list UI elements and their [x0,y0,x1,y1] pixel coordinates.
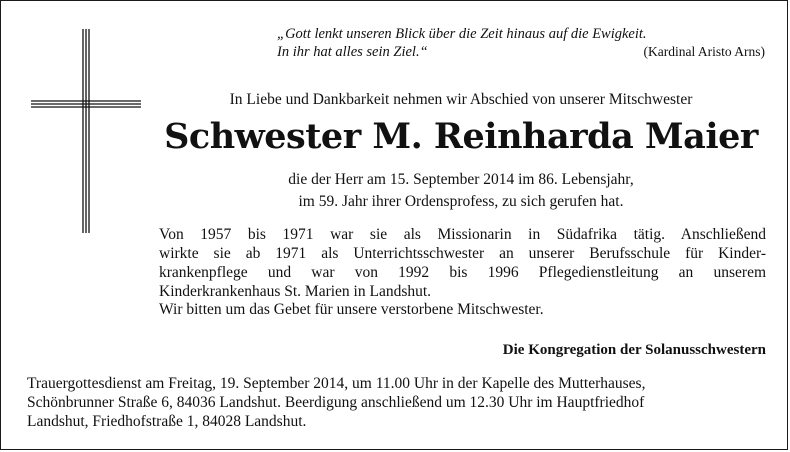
quote-row-2 [277,43,765,61]
funeral-info-line-2: Schönbrunner Straße 6, 84036 Landshut. Beerdigung anschließend um 12.30 Uhr im Hauptfriedhof [27,394,645,411]
quote-line-2: In ihr hat alles sein Ziel.“ [277,44,428,60]
signature: Die Kongregation der Solanusschwestern [502,342,766,358]
cross-icon [31,29,141,233]
funeral-info [27,374,769,431]
quote-line-1: „Gott lenkt unseren Blick über die Zeit hinaus auf die Ewigkeit. [277,26,647,42]
biography-line-1: Von 1957 bis 1971 war sie als Missionarin in Südafrika tätig. Anschließend [159,226,766,243]
funeral-info-line-1: Trauergottesdienst am Freitag, 19. September 2014, um 11.00 Uhr in der Kapelle des Mutterhauses, [27,375,646,392]
biography [159,225,766,301]
intro-text: In Liebe und Dankbarkeit nehmen wir Abschied von unserer Mitschwester [229,91,693,108]
death-info-line-2: im 59. Jahr ihrer Ordensprofess, zu sich gerufen hat. [298,193,624,210]
prayer-request: Wir bitten um das Gebet für unsere verstorbene Mitschwester. [159,301,544,318]
quote-author: (Kardinal Aristo Arns) [643,44,765,59]
biography-line-3: krankenpflege und war von 1992 bis 1996 Pflegedienstleitung an unserem [159,264,766,281]
death-info-line-1: die der Herr am 15. September 2014 im 86. Lebensjahr, [288,171,634,188]
biography-line-4: Kinderkrankenhaus St. Marien in Landshut. [159,283,432,300]
deceased-name: Schwester M. Reinharda Maier [164,116,758,157]
funeral-info-line-3: Landshut, Friedhofstraße 1, 84028 Landshut. [27,413,307,430]
biography-line-2: wirkte sie ab 1971 als Unterrichtsschwester an unserer Berufsschule für Kinder- [159,245,766,262]
quote-block [277,25,765,61]
death-info [151,169,771,213]
